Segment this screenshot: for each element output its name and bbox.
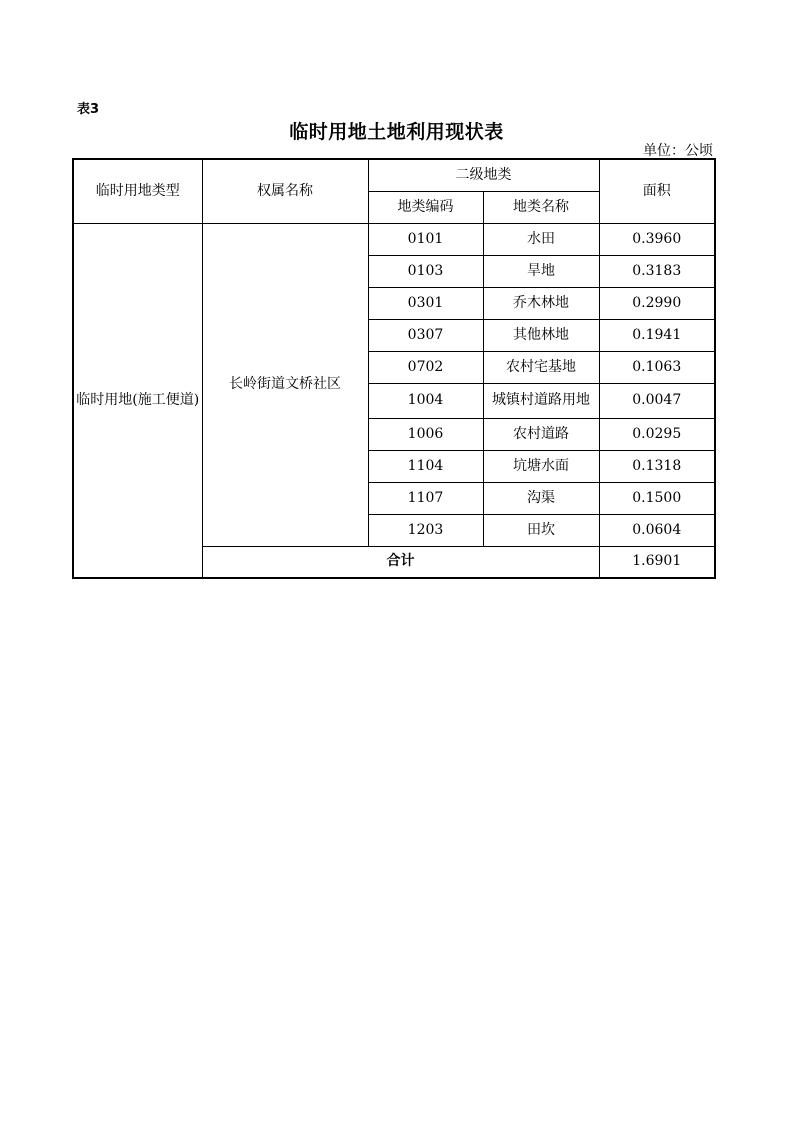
name-cell: 坑塘水面: [483, 450, 599, 482]
code-cell: 1203: [368, 514, 483, 546]
area-cell: 0.1941: [599, 319, 715, 351]
header-row-1: [73, 159, 715, 191]
area-cell: 0.1063: [599, 351, 715, 383]
owner-cell: 长岭街道文桥社区: [202, 223, 368, 546]
area-cell: 0.0047: [599, 383, 715, 418]
header-land-type: 临时用地类型: [73, 159, 202, 223]
land-use-status-table: [72, 158, 716, 579]
code-cell: 1006: [368, 418, 483, 450]
area-cell: 0.3183: [599, 255, 715, 287]
name-cell: 乔木林地: [483, 287, 599, 319]
code-cell: 1107: [368, 482, 483, 514]
name-cell: 田坎: [483, 514, 599, 546]
code-cell: 0301: [368, 287, 483, 319]
total-area: 1.6901: [599, 546, 715, 578]
area-cell: 0.1318: [599, 450, 715, 482]
area-cell: 0.0604: [599, 514, 715, 546]
area-cell: 0.0295: [599, 418, 715, 450]
name-cell: 农村道路: [483, 418, 599, 450]
code-cell: 0101: [368, 223, 483, 255]
name-cell: 旱地: [483, 255, 599, 287]
code-cell: 1004: [368, 383, 483, 418]
total-label: 合计: [202, 546, 599, 578]
area-cell: 0.1500: [599, 482, 715, 514]
name-cell: 农村宅基地: [483, 351, 599, 383]
name-cell: 其他林地: [483, 319, 599, 351]
name-cell: 城镇村道路用地: [483, 383, 599, 418]
header-code: 地类编码: [368, 191, 483, 223]
name-cell: 水田: [483, 223, 599, 255]
header-area: 面积: [599, 159, 715, 223]
land-type-cell: 临时用地(施工便道): [73, 223, 202, 578]
code-cell: 0702: [368, 351, 483, 383]
table-row: [73, 223, 715, 255]
table-number-label: 表3: [77, 102, 100, 117]
header-second-class: 二级地类: [368, 159, 599, 191]
header-name: 地类名称: [483, 191, 599, 223]
code-cell: 0103: [368, 255, 483, 287]
area-cell: 0.2990: [599, 287, 715, 319]
code-cell: 1104: [368, 450, 483, 482]
code-cell: 0307: [368, 319, 483, 351]
unit-note: 单位：公顷: [643, 143, 713, 159]
document-title: 临时用地土地利用现状表: [289, 121, 504, 143]
area-cell: 0.3960: [599, 223, 715, 255]
header-owner: 权属名称: [202, 159, 368, 223]
name-cell: 沟渠: [483, 482, 599, 514]
